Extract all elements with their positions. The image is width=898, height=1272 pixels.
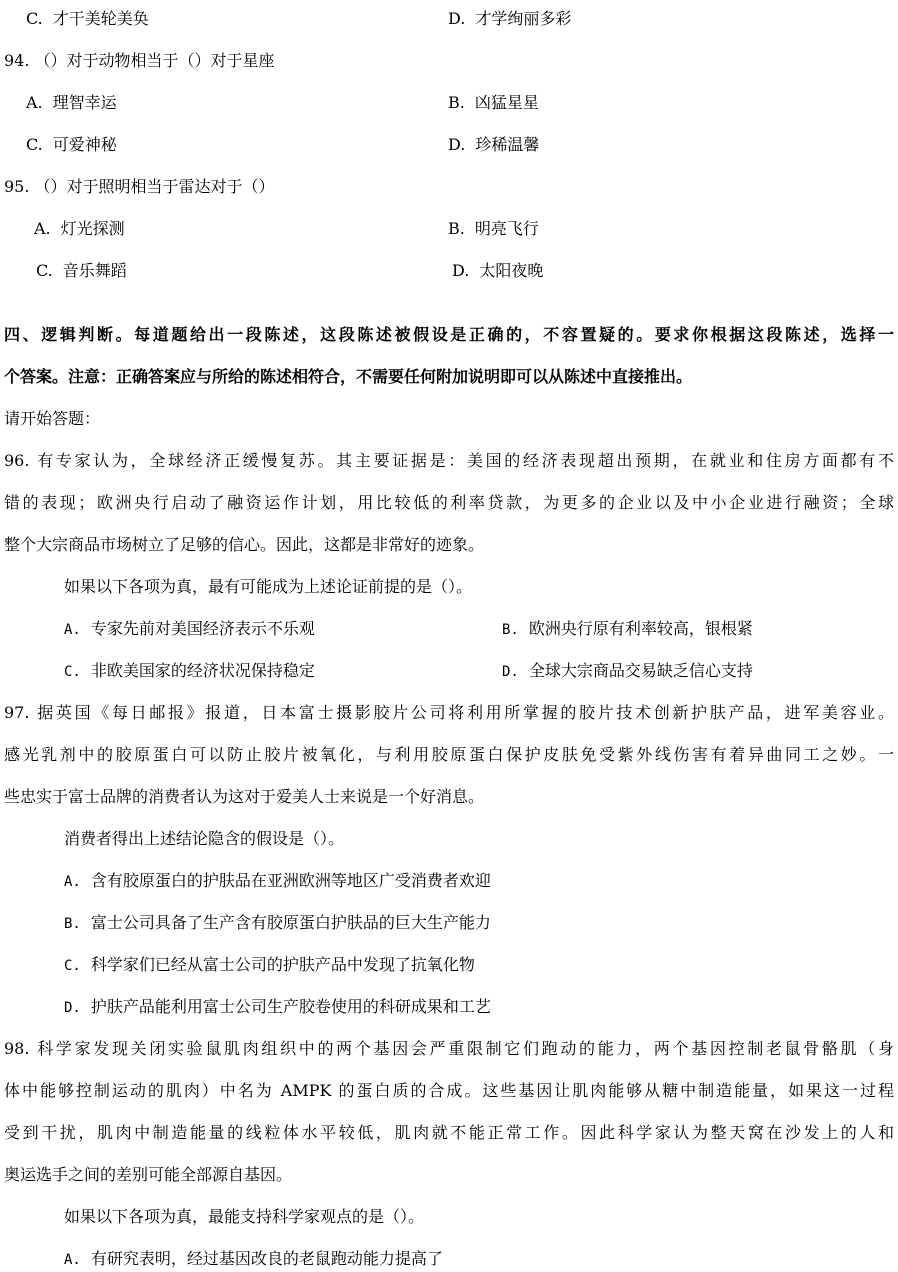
q96-stem-line3: 整个大宗商品市场树立了足够的信心。因此，这都是非常好的迹象。 [4,535,485,554]
q94-stem: 94. （）对于动物相当于（）对于星座 [4,51,275,70]
option-label: C. [36,261,53,280]
q95-option-d [452,260,543,282]
option-label: C. [64,664,81,680]
option-label: D. [502,664,519,680]
section4-heading-line1: 四、逻辑判断。每道题给出一段陈述，这段陈述被假设是正确的，不容置疑的。要求你根据这段陈述，选择一 [4,325,894,344]
option-text: 灯光探测 [60,219,125,238]
q96-option-a [64,618,315,641]
option-text: 可爱神秘 [52,135,117,154]
q98-stem-line4: 奥运选手之间的差别可能全部源自基因。 [4,1165,293,1184]
q97-stem-line2: 感光乳剂中的胶原蛋白可以防止胶片被氧化，与利用胶原蛋白保护皮肤免受紫外线伤害有着异曲同工之妙。一 [4,745,894,764]
q94-option-c [26,134,117,156]
option-text: 含有胶原蛋白的护肤品在亚洲欧洲等地区广受消费者欢迎 [90,871,491,890]
option-text: 科学家们已经从富士公司的护肤产品中发现了抗氧化物 [90,955,475,974]
q97-option-c [64,954,475,977]
q93-option-d [448,8,571,30]
option-label: A. [64,622,81,638]
q95-option-a [34,218,125,240]
option-label: C. [64,958,81,974]
option-label: D. [452,261,470,280]
q98-stem-line2: 体中能够控制运动的肌肉）中名为 AMPK 的蛋白质的合成。这些基因让肌肉能够从糖中制造能量，如果这一过程 [4,1081,894,1100]
option-text: 理智幸运 [52,93,117,112]
option-label: B. [64,916,81,932]
q94-option-a [26,92,117,114]
section4-start-instruction: 请开始答题： [4,409,101,428]
option-text: 富士公司具备了生产含有胶原蛋白护肤品的巨大生产能力 [90,913,491,932]
option-label: C. [26,135,43,154]
option-label: A. [26,93,43,112]
option-label: B. [448,219,465,238]
option-label: C. [26,9,43,28]
q98-option-a [64,1248,443,1271]
option-text: 才学绚丽多彩 [475,9,572,28]
option-text: 非欧美国家的经济状况保持稳定 [90,661,315,680]
q96-question: 如果以下各项为真，最有可能成为上述论证前提的是（）。 [64,577,473,596]
option-label: D. [448,135,466,154]
q97-option-d [64,996,491,1019]
option-label: B. [502,622,519,638]
q93-option-c [26,8,149,30]
option-text: 才干美轮美奂 [52,9,149,28]
option-text: 凶猛星星 [474,93,539,112]
q94-option-d [448,134,539,156]
option-text: 全球大宗商品交易缺乏信心支持 [528,661,753,680]
q95-option-b [448,218,539,240]
option-text: 欧洲央行原有利率较高，银根紧 [528,619,753,638]
q96-option-b [502,618,753,641]
q96-option-d [502,660,753,683]
q96-stem-line1: 96. 有专家认为，全球经济正缓慢复苏。其主要证据是：美国的经济表现超出预期，在就业和住房方面都有不 [4,451,894,470]
option-text: 护肤产品能利用富士公司生产胶卷使用的科研成果和工艺 [90,997,491,1016]
option-label: A. [64,1252,81,1268]
q96-option-c [64,660,315,683]
option-label: D. [64,1000,81,1016]
q98-question: 如果以下各项为真，最能支持科学家观点的是（）。 [64,1207,425,1226]
q95-stem: 95. （）对于照明相当于雷达对于（） [4,177,275,196]
q98-stem-line1: 98. 科学家发现关闭实验鼠肌肉组织中的两个基因会严重限制它们跑动的能力，两个基因控制老鼠骨骼肌（身 [4,1039,894,1058]
q97-stem-line3: 些忠实于富士品牌的消费者认为这对于爱美人士来说是一个好消息。 [4,787,485,806]
q97-stem-line1: 97. 据英国《每日邮报》报道，日本富士摄影胶片公司将利用所掌握的胶片技术创新护肤产品，进军美容业。 [4,703,894,722]
q97-question: 消费者得出上述结论隐含的假设是（）。 [64,829,345,848]
q96-stem-line2: 错的表现；欧洲央行启动了融资运作计划，用比较低的利率贷款，为更多的企业以及中小企业进行融资；全球 [4,493,894,512]
option-label: A. [64,874,81,890]
q97-option-a [64,870,491,893]
option-label: A. [34,219,51,238]
q97-option-b [64,912,491,935]
option-text: 太阳夜晚 [479,261,544,280]
option-label: B. [448,93,465,112]
q98-stem-line3: 受到干扰，肌肉中制造能量的线粒体水平较低，肌肉就不能正常工作。因此科学家认为整天窝在沙发上的人和 [4,1123,894,1142]
section4-heading-line2: 个答案。注意：正确答案应与所给的陈述相符合，不需要任何附加说明即可以从陈述中直接推出。 [4,367,693,386]
option-text: 专家先前对美国经济表示不乐观 [90,619,315,638]
q95-option-c [36,260,127,282]
q94-option-b [448,92,539,114]
option-text: 珍稀温馨 [475,135,540,154]
option-text: 明亮飞行 [474,219,539,238]
option-label: D. [448,9,466,28]
option-text: 有研究表明，经过基因改良的老鼠跑动能力提高了 [90,1249,443,1268]
option-text: 音乐舞蹈 [62,261,127,280]
